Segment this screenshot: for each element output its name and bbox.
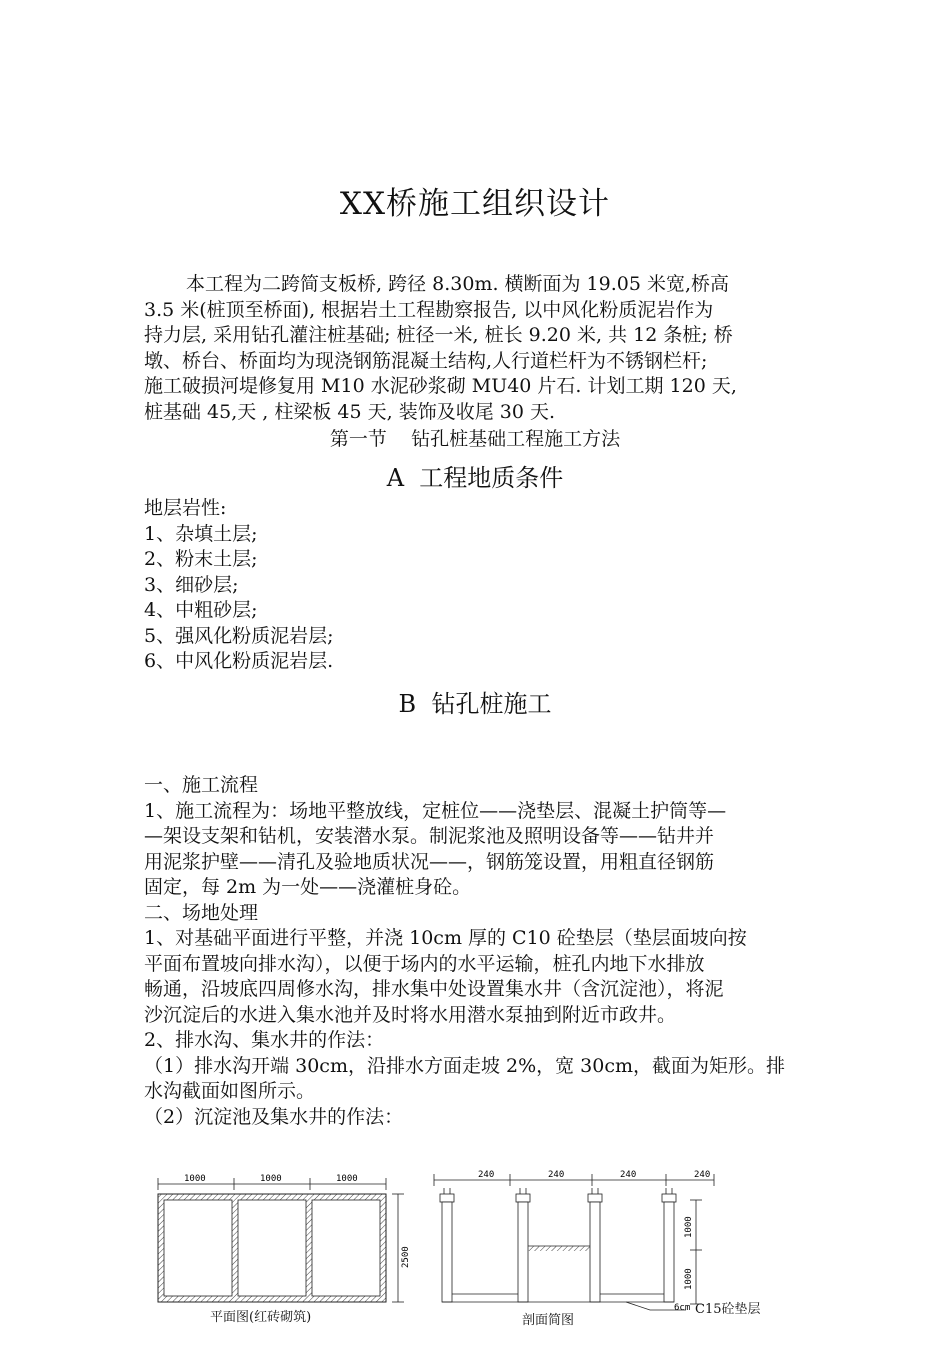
section-dim-label: 240 (548, 1170, 565, 1180)
list-item: 4、中粗砂层; (144, 599, 258, 621)
list-item: 2、粉末土层; (144, 548, 258, 570)
process-line: 平面布置坡向排水沟），以便于场内的水平运输，桩孔内地下水排放 (144, 952, 705, 975)
process-line: （2）沉淀池及集水井的作法： (144, 1105, 404, 1128)
heading-a: A 工程地质条件 (386, 464, 564, 492)
drawing-figure (150, 1160, 790, 1344)
process-line: 2、排水沟、集水井的作法： (144, 1029, 385, 1051)
intro-line: 本工程为二跨简支板桥, 跨径 8.30m. 横断面为 19.05 米宽,桥高 (186, 273, 730, 295)
intro-line: 3.5 米(桩顶至桥面), 根据岩土工程勘察报告, 以中风化粉质泥岩作为 (144, 298, 714, 321)
plan-height-label: 2500 (401, 1246, 411, 1268)
section-height-label: 1000 (684, 1216, 694, 1238)
list-item: 3、细砂层; (144, 573, 239, 596)
plan-dim-label: 1000 (260, 1174, 282, 1184)
process-line: 水沟截面如图所示。 (144, 1080, 316, 1102)
intro-line: 施工破损河堤修复用 M10 水泥砂浆砌 MU40 片石. 计划工期 120 天, (144, 375, 737, 397)
process-line: 一、施工流程 (144, 774, 259, 796)
process-line: 用泥浆护壁——清孔及验地质状况——，钢筋笼设置，用粗直径钢筋 (144, 850, 715, 873)
process-line: 畅通，沿坡底四周修水沟，排水集中处设置集水井（含沉淀池），将泥 (144, 978, 724, 1000)
heading-b: B 钻孔桩施工 (398, 690, 552, 718)
plan-dim-label: 1000 (184, 1174, 206, 1184)
process-line: 1、施工流程为：场地平整放线，定桩位——浇垫层、混凝土护筒等— (144, 799, 727, 822)
section-title: 第一节 钻孔桩基础工程施工方法 (329, 428, 621, 450)
process-line: 沙沉淀后的水进入集水池并及时将水用潜水泵抽到附近市政井。 (144, 1003, 677, 1026)
intro-paragraph (144, 272, 808, 425)
process-line: 固定，每 2m 为一处——浇灌桩身砼。 (144, 876, 472, 898)
bottom-thickness-label: 6cm (674, 1303, 691, 1313)
section-dim-label: 240 (620, 1170, 637, 1180)
section-height-label: 1000 (684, 1268, 694, 1290)
intro-line: 桩基础 45,天 , 柱梁板 45 天, 装饰及收尾 30 天. (144, 400, 556, 423)
plan-view-drawing (158, 1174, 411, 1302)
list-item: 5、强风化粉质泥岩层; (144, 624, 334, 647)
process-line: 二、场地处理 (144, 901, 259, 924)
process-line: 1、对基础平面进行平整，并浇 10cm 厚的 C10 砼垫层（垫层面坡向按 (144, 927, 747, 949)
section-caption: 剖面简图 (522, 1313, 575, 1328)
process-line: —架设支架和钻机，安装潜水泵。制泥浆池及照明设备等——钻井并 (144, 825, 715, 847)
list-item: 地层岩性: (144, 497, 227, 519)
document-title: XX桥施工组织设计 (339, 186, 611, 222)
c15-label: C15砼垫层 (695, 1302, 761, 1317)
list-item: 1、杂填土层; (144, 522, 258, 545)
section-view-drawing (434, 1170, 714, 1313)
section-dim-label: 240 (478, 1170, 495, 1180)
list-item: 6、中风化粉质泥岩层. (144, 650, 334, 672)
strata-list (144, 496, 808, 675)
process-section (144, 773, 808, 1130)
intro-line: 持力层, 采用钻孔灌注桩基础; 桩径一米, 桩长 9.20 米, 共 12 条桩; 桥 (144, 324, 733, 346)
process-line: （1）排水沟开端 30cm，沿排水方面走坡 2%，宽 30cm，截面为矩形。排 (144, 1054, 786, 1077)
section-dim-label: 240 (694, 1170, 711, 1180)
plan-caption: 平面图(红砖砌筑) (210, 1310, 312, 1325)
intro-line: 墩、桥台、桥面均为现浇钢筋混凝土结构,人行道栏杆为不锈钢栏杆; (144, 349, 708, 372)
plan-dim-label: 1000 (336, 1174, 358, 1184)
